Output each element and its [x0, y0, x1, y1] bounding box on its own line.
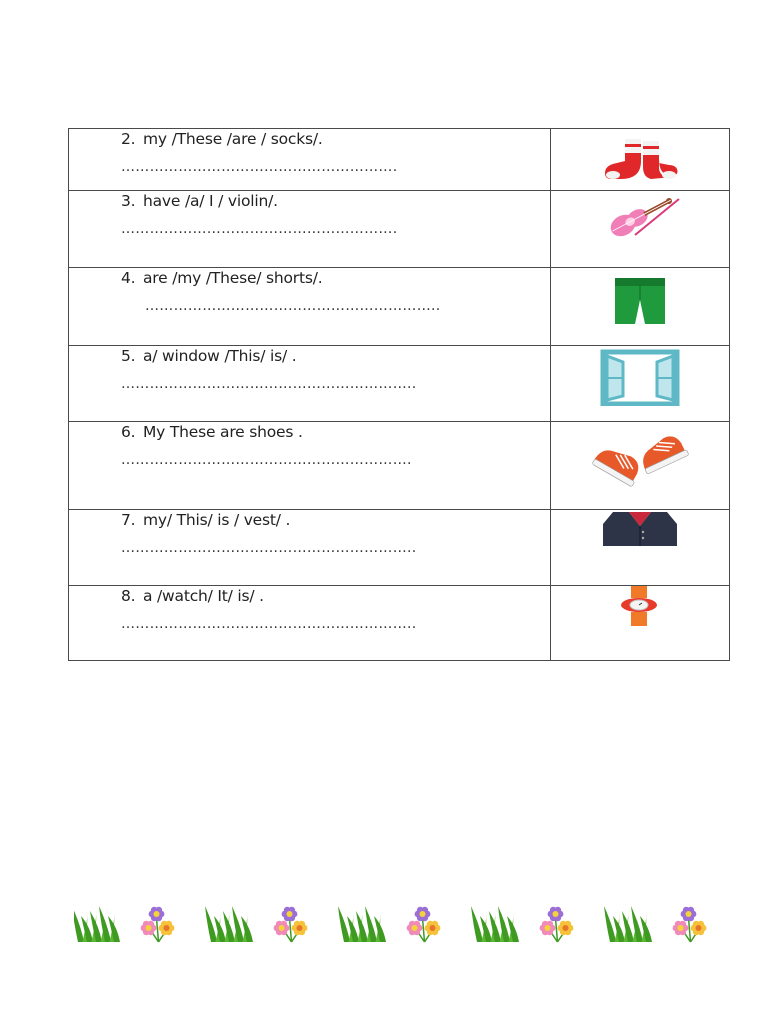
socks-icon [603, 135, 679, 183]
answer-line[interactable]: …………………………………………………. [121, 221, 398, 237]
picture-cell [550, 586, 729, 661]
flowers-icon [141, 907, 175, 942]
exercise-prompt [121, 347, 296, 365]
vest-icon [599, 510, 681, 552]
exercise-row [69, 510, 730, 586]
exercise-row [69, 268, 730, 346]
scrambled-words: my /These /are / socks/. [143, 130, 323, 148]
flowers-icon [274, 907, 308, 942]
scrambled-words: my/ This/ is / vest/ . [143, 511, 291, 529]
exercise-prompt [121, 587, 264, 605]
violin-icon [599, 193, 683, 239]
picture-cell [550, 191, 729, 268]
exercise-text-cell [69, 129, 551, 191]
flowers-icon [407, 907, 441, 942]
answer-line[interactable]: …………………………………………………….. [145, 298, 441, 314]
exercise-prompt [121, 192, 278, 210]
exercise-number: 6. [121, 423, 136, 441]
exercise-text-cell [69, 346, 551, 422]
scrambled-words: are /my /These/ shorts/. [143, 269, 323, 287]
picture-cell [550, 422, 729, 510]
exercise-prompt [121, 423, 303, 441]
picture-cell [550, 510, 729, 586]
exercise-text-cell [69, 510, 551, 586]
exercise-text-cell [69, 586, 551, 661]
exercise-number: 3. [121, 192, 136, 210]
border-svg [74, 900, 734, 950]
answer-line[interactable]: …………………………………………………….. [121, 540, 417, 556]
answer-line[interactable]: ……………………………………………………. [121, 452, 412, 468]
grass-icon [471, 906, 519, 942]
exercise-text-cell [69, 191, 551, 268]
flowers-icon [673, 907, 707, 942]
grass-icon [74, 906, 120, 942]
picture-cell [550, 129, 729, 191]
exercise-row [69, 346, 730, 422]
exercise-number: 4. [121, 269, 136, 287]
exercise-row [69, 586, 730, 661]
shoes-icon [589, 428, 689, 498]
answer-line[interactable]: …………………………………………………….. [121, 376, 417, 392]
exercise-text-cell [69, 268, 551, 346]
picture-cell [550, 346, 729, 422]
exercise-number: 7. [121, 511, 136, 529]
exercise-row [69, 129, 730, 191]
exercise-prompt [121, 130, 323, 148]
exercise-number: 2. [121, 130, 136, 148]
exercise-number: 5. [121, 347, 136, 365]
flowers-icon [540, 907, 574, 942]
scrambled-words: have /a/ I / violin/. [143, 192, 278, 210]
exercise-prompt [121, 511, 290, 529]
scrambled-words: a/ window /This/ is/ . [143, 347, 297, 365]
grass-icon [205, 906, 253, 942]
worksheet-table [68, 128, 730, 661]
grass-icon [338, 906, 386, 942]
answer-line[interactable]: …………………………………………………. [121, 159, 398, 175]
exercise-number: 8. [121, 587, 136, 605]
exercise-row [69, 191, 730, 268]
watch-icon [617, 586, 661, 628]
exercise-prompt [121, 269, 322, 287]
scrambled-words: My These are shoes . [143, 423, 303, 441]
exercise-text-cell [69, 422, 551, 510]
exercise-row [69, 422, 730, 510]
window-icon [597, 348, 683, 406]
scrambled-words: a /watch/ It/ is/ . [143, 587, 264, 605]
grass-icon [604, 906, 652, 942]
picture-cell [550, 268, 729, 346]
answer-line[interactable]: …………………………………………………….. [121, 616, 417, 632]
shorts-icon [613, 276, 667, 326]
decorative-border [74, 900, 734, 950]
